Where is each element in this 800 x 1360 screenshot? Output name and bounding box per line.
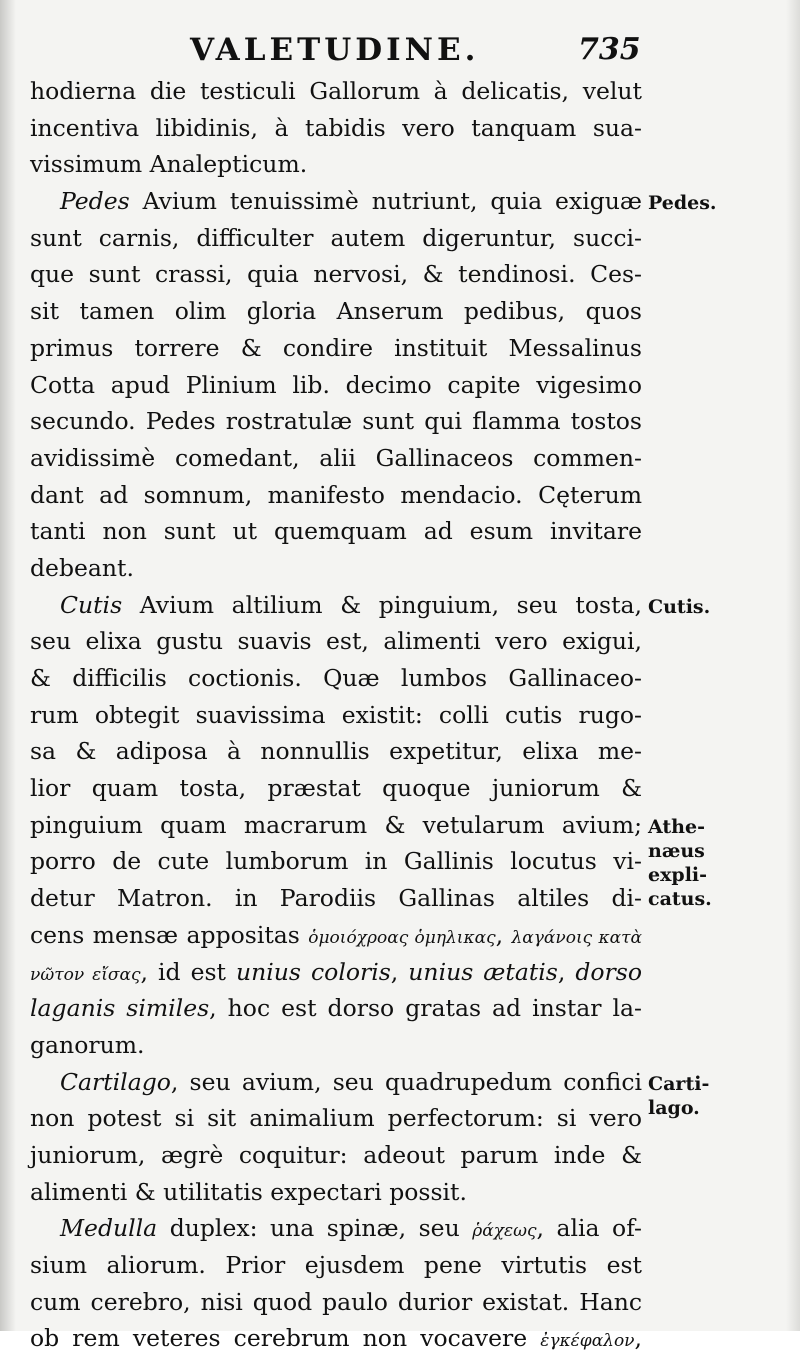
running-title: VALETUDINE.	[190, 32, 480, 68]
text-run: ganorum.	[30, 1030, 145, 1059]
text-run: hodierna die testiculi Gallorum à delicatis, velut	[30, 77, 642, 105]
text-run: secundo. Pedes rostratulæ sunt qui flamma tostos	[30, 407, 642, 436]
text-line	[30, 587, 642, 624]
text-line	[30, 367, 642, 404]
text-run: & difficilis coctionis. Quæ lumbos Gallinaceo-	[30, 664, 642, 692]
text-line	[30, 477, 642, 514]
italic-term: Medulla	[60, 1214, 158, 1243]
text-line	[30, 1027, 642, 1064]
text-line	[30, 843, 642, 880]
page-header	[0, 32, 800, 72]
text-run: , hoc est dorso gratas ad instar la-	[209, 994, 642, 1023]
margin-note: Pedes.	[648, 192, 717, 215]
text-run: pinguium quam macrarum & vetularum avium;	[30, 810, 642, 839]
margin-note: Carti- lago.	[648, 1072, 710, 1119]
text-run: Avium altilium & pinguium, seu tosta,	[122, 590, 642, 619]
italic-term: unius ætatis	[408, 957, 558, 986]
italic-term: Cutis	[60, 590, 123, 619]
text-line	[30, 990, 642, 1027]
text-run: lior quam tosta, præstat quoque juniorum &	[30, 774, 642, 803]
text-run: tanti non sunt ut quemquam ad esum invitare	[30, 517, 642, 546]
text-run: ob rem veteres cerebrum non vocavere	[30, 1324, 541, 1353]
text-line	[30, 330, 642, 367]
text-run: juniorum, ægrè coquitur: adeout parum inde &	[30, 1140, 642, 1169]
text-line	[30, 1100, 642, 1137]
text-line	[30, 770, 642, 807]
text-line	[30, 623, 642, 660]
text-run: duplex: una spinæ, seu	[157, 1214, 473, 1243]
text-line	[30, 697, 642, 734]
text-line	[30, 550, 642, 587]
text-run: incentiva libidinis, à tabidis vero tanquam sua-	[30, 113, 642, 142]
text-line	[30, 1210, 642, 1247]
page-gutter-shadow	[0, 0, 16, 1331]
text-line	[30, 1247, 642, 1284]
text-line	[30, 146, 642, 183]
text-run: sa & adiposa à nonnullis expetitur, elixa me-	[30, 737, 642, 766]
text-line	[30, 403, 642, 440]
text-run: sium aliorum. Prior ejusdem pene virtutis est	[30, 1251, 642, 1279]
italic-term: unius coloris	[236, 957, 391, 986]
text-run: dant ad somnum, manifesto mendacio. Cęterum	[30, 480, 642, 509]
text-line	[30, 954, 642, 991]
text-run: ,	[390, 957, 409, 986]
text-run: ,	[557, 957, 576, 986]
text-run: primus torrere & condire instituit Messalinus	[30, 333, 642, 362]
greek-text: λαγάνοις κατὰ	[511, 927, 642, 948]
italic-term: Pedes	[60, 187, 130, 216]
text-line	[30, 110, 642, 147]
text-run: ,	[634, 1324, 642, 1353]
italic-term: dorso	[575, 957, 642, 986]
text-line	[30, 73, 642, 110]
text-run: vissimum Analepticum.	[30, 150, 308, 179]
text-line	[30, 660, 642, 697]
text-run: , alia of-	[536, 1214, 642, 1243]
text-line	[30, 440, 642, 477]
text-run: Avium tenuissimè nutriunt, quia exiguæ	[129, 187, 642, 216]
margin-note: Cutis.	[648, 595, 711, 618]
text-run: cum cerebro, nisi quod paulo durior existat. Hanc	[30, 1287, 642, 1316]
text-line	[30, 220, 642, 257]
text-run: rum obtegit suavissima existit: colli cutis rugo-	[30, 700, 642, 729]
text-line	[30, 256, 642, 293]
text-run: porro de cute lumborum in Gallinis locutus vi-	[30, 847, 642, 876]
greek-text: ῥάχεως	[472, 1221, 537, 1242]
margin-note: Athe- næus expli- catus.	[648, 816, 712, 910]
body-text	[30, 73, 642, 1357]
text-run: debeant.	[30, 553, 134, 582]
text-line	[30, 917, 642, 954]
text-run: detur Matron. in Parodiis Gallinas altiles di-	[30, 884, 642, 913]
italic-term: Cartilago	[60, 1067, 171, 1096]
text-run: , seu avium, seu quadrupedum confici	[170, 1067, 642, 1096]
text-line	[30, 1284, 642, 1321]
text-line	[30, 183, 642, 220]
text-run: Cotta apud Plinium lib. decimo capite vigesimo	[30, 370, 642, 399]
greek-text: ἐγκέφαλον	[540, 1331, 635, 1352]
text-run: seu elixa gustu suavis est, alimenti vero exigui,	[30, 627, 642, 656]
text-run: sunt carnis, difficulter autem digeruntur, succi-	[30, 223, 642, 252]
text-run: , id est	[140, 957, 237, 986]
text-run: non potest si sit animalium perfectorum: si vero	[30, 1104, 642, 1133]
page-edge-shadow	[786, 0, 800, 1331]
text-line	[30, 1174, 642, 1211]
text-run: ,	[495, 920, 512, 949]
page-number: 735	[578, 32, 641, 67]
text-run: que sunt crassi, quia nervosi, & tendinosi. Ces-	[30, 260, 642, 289]
greek-text: ὁμοιόχροας ὁμηλικας	[308, 927, 496, 948]
text-line	[30, 733, 642, 770]
text-run: avidissimè comedant, alii Gallinaceos commen-	[30, 443, 642, 472]
text-line	[30, 1064, 642, 1101]
text-line	[30, 1320, 642, 1357]
text-line	[30, 807, 642, 844]
text-line	[30, 513, 642, 550]
italic-term: laganis similes	[30, 994, 210, 1023]
text-run: alimenti & utilitatis expectari possit.	[30, 1177, 467, 1206]
text-line	[30, 1137, 642, 1174]
text-line	[30, 880, 642, 917]
text-run: sit tamen olim gloria Anserum pedibus, quos	[30, 297, 642, 326]
greek-text: νῶτον εἴσας	[30, 964, 141, 985]
text-line	[30, 293, 642, 330]
text-run: cens mensæ appositas	[30, 920, 309, 949]
